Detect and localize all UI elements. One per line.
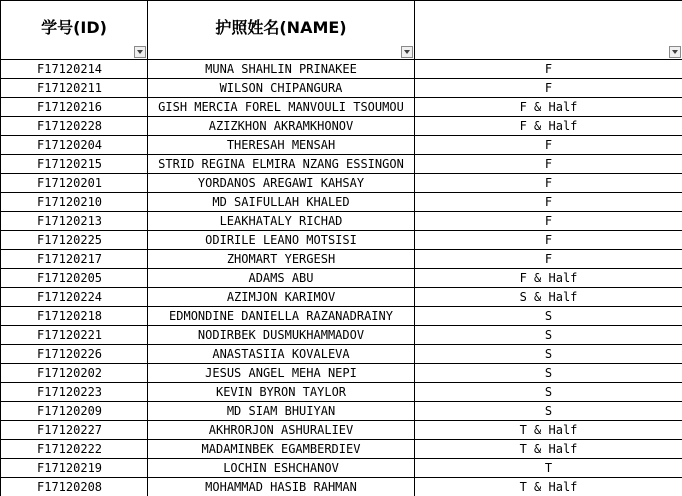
cell-passport-name[interactable] <box>148 136 415 155</box>
cell-passport-name[interactable] <box>148 193 415 212</box>
cell-passport-name-clip <box>148 193 414 211</box>
cell-passport-name-text: THERESAH MENSAH <box>226 138 336 152</box>
cell-passport-name-text: MD SAIFULLAH KHALED <box>212 195 350 209</box>
cell-passport-name-clip <box>148 174 414 192</box>
cell-passport-name-text: ADAMS ABU <box>248 271 314 285</box>
cell-grade[interactable]: T <box>415 459 682 478</box>
cell-grade[interactable]: F <box>415 174 682 193</box>
cell-passport-name-clip <box>148 440 414 458</box>
cell-passport-name[interactable] <box>148 269 415 288</box>
table-row[interactable] <box>1 212 682 231</box>
table-row[interactable] <box>1 402 682 421</box>
table-row[interactable] <box>1 193 682 212</box>
cell-grade[interactable]: F <box>415 231 682 250</box>
cell-passport-name-clip <box>148 364 414 382</box>
cell-student-id[interactable]: F17120223 <box>1 383 148 402</box>
column-header-name-label: 护照姓名(NAME) <box>215 17 347 37</box>
cell-student-id[interactable]: F17120217 <box>1 250 148 269</box>
cell-passport-name-clip <box>148 269 414 287</box>
cell-student-id[interactable]: F17120228 <box>1 117 148 136</box>
cell-passport-name[interactable] <box>148 231 415 250</box>
cell-passport-name-clip <box>148 383 414 401</box>
cell-passport-name-clip <box>148 98 414 116</box>
cell-passport-name-text: MD SIAM BHUIYAN <box>226 404 336 418</box>
header-row <box>1 1 682 60</box>
cell-student-id[interactable]: F17120204 <box>1 136 148 155</box>
cell-passport-name-text: MADAMINBEK EGAMBERDIEV <box>201 442 361 456</box>
table-row[interactable] <box>1 326 682 345</box>
cell-grade[interactable]: F & Half <box>415 269 682 288</box>
cell-grade[interactable]: F <box>415 136 682 155</box>
cell-passport-name-text: AZIMJON KARIMOV <box>226 290 336 304</box>
table-row[interactable] <box>1 269 682 288</box>
column-header-name[interactable] <box>148 1 415 60</box>
cell-grade[interactable]: F <box>415 79 682 98</box>
cell-passport-name[interactable] <box>148 326 415 345</box>
cell-grade[interactable]: S & Half <box>415 288 682 307</box>
cell-passport-name-clip <box>148 345 414 363</box>
cell-passport-name-text: LEAKHATALY RICHAD <box>219 214 343 228</box>
cell-passport-name[interactable] <box>148 364 415 383</box>
cell-passport-name[interactable] <box>148 288 415 307</box>
table-row[interactable] <box>1 307 682 326</box>
cell-passport-name-clip <box>148 307 414 325</box>
table-row[interactable] <box>1 421 682 440</box>
cell-student-id[interactable]: F17120226 <box>1 345 148 364</box>
cell-passport-name[interactable] <box>148 79 415 98</box>
cell-passport-name[interactable] <box>148 383 415 402</box>
cell-passport-name[interactable] <box>148 212 415 231</box>
cell-student-id[interactable]: F17120201 <box>1 174 148 193</box>
cell-passport-name-text: YORDANOS AREGAWI KAHSAY <box>197 176 365 190</box>
cell-grade[interactable]: S <box>415 307 682 326</box>
cell-passport-name[interactable] <box>148 155 415 174</box>
cell-grade[interactable]: F & Half <box>415 98 682 117</box>
column-header-grade[interactable] <box>415 1 682 60</box>
cell-passport-name-text: MUNA SHAHLIN PRINAKEE <box>205 62 357 76</box>
cell-passport-name-clip <box>148 326 414 344</box>
cell-passport-name[interactable] <box>148 440 415 459</box>
cell-student-id[interactable]: F17120215 <box>1 155 148 174</box>
cell-passport-name[interactable] <box>148 98 415 117</box>
cell-grade[interactable]: F & Half <box>415 117 682 136</box>
cell-passport-name-clip <box>148 459 414 477</box>
table-row[interactable] <box>1 79 682 98</box>
cell-student-id[interactable]: F17120219 <box>1 459 148 478</box>
cell-passport-name[interactable] <box>148 459 415 478</box>
cell-grade[interactable]: S <box>415 383 682 402</box>
table-row[interactable] <box>1 459 682 478</box>
table-row[interactable] <box>1 136 682 155</box>
table-row[interactable] <box>1 478 682 496</box>
cell-passport-name-clip <box>148 250 414 268</box>
table-row[interactable] <box>1 345 682 364</box>
cell-passport-name[interactable] <box>148 174 415 193</box>
cell-grade[interactable]: T & Half <box>415 440 682 459</box>
cell-passport-name-clip <box>148 421 414 439</box>
cell-grade[interactable]: F <box>415 250 682 269</box>
cell-passport-name-text: ZHOMART YERGESH <box>226 252 336 266</box>
cell-passport-name-text: NODIRBEK DUSMUKHAMMADOV <box>197 328 365 342</box>
table-row[interactable] <box>1 98 682 117</box>
cell-student-id[interactable]: F17120218 <box>1 307 148 326</box>
table-row[interactable] <box>1 250 682 269</box>
cell-student-id[interactable]: F17120216 <box>1 98 148 117</box>
cell-grade[interactable]: S <box>415 326 682 345</box>
cell-grade[interactable]: S <box>415 364 682 383</box>
cell-passport-name-clip <box>148 478 414 496</box>
cell-passport-name-text: EDMONDINE DANIELLA RAZANADRAINY <box>169 309 393 323</box>
column-header-id-label: 学号(ID) <box>41 17 107 37</box>
cell-passport-name-clip <box>148 79 414 97</box>
cell-passport-name-text: AKHRORJON ASHURALIEV <box>208 423 354 437</box>
cell-passport-name-clip <box>148 402 414 420</box>
cell-student-id[interactable]: F17120210 <box>1 193 148 212</box>
cell-passport-name-text: AZIZKHON AKRAMKHONOV <box>208 119 354 133</box>
cell-passport-name[interactable] <box>148 478 415 496</box>
cell-passport-name-clip <box>148 117 414 135</box>
cell-grade[interactable]: F <box>415 60 682 79</box>
cell-passport-name-clip <box>148 231 414 249</box>
table-row[interactable] <box>1 174 682 193</box>
cell-passport-name-text: ANASTASIIA KOVALEVA <box>212 347 350 361</box>
cell-passport-name-clip <box>148 155 414 173</box>
cell-passport-name-text: WILSON CHIPANGURA <box>219 81 343 95</box>
cell-passport-name[interactable] <box>148 345 415 364</box>
cell-passport-name-text: JESUS ANGEL MEHA NEPI <box>205 366 357 380</box>
table-row[interactable] <box>1 155 682 174</box>
cell-passport-name[interactable] <box>148 250 415 269</box>
cell-grade[interactable]: F <box>415 155 682 174</box>
table-row[interactable] <box>1 60 682 79</box>
table-row[interactable] <box>1 231 682 250</box>
cell-student-id[interactable]: F17120213 <box>1 212 148 231</box>
filter-dropdown-icon[interactable] <box>401 46 413 58</box>
cell-passport-name-clip <box>148 212 414 230</box>
cell-passport-name[interactable] <box>148 117 415 136</box>
cell-student-id[interactable]: F17120222 <box>1 440 148 459</box>
cell-passport-name-text: MOHAMMAD HASIB RAHMAN <box>205 480 357 494</box>
cell-passport-name[interactable] <box>148 421 415 440</box>
cell-student-id[interactable]: F17120202 <box>1 364 148 383</box>
table-row[interactable] <box>1 288 682 307</box>
cell-passport-name-text: ODIRILE LEANO MOTSISI <box>205 233 357 247</box>
cell-passport-name[interactable] <box>148 307 415 326</box>
cell-grade[interactable]: S <box>415 402 682 421</box>
cell-passport-name[interactable] <box>148 60 415 79</box>
table-row[interactable] <box>1 117 682 136</box>
cell-grade[interactable]: S <box>415 345 682 364</box>
cell-passport-name-text: KEVIN BYRON TAYLOR <box>215 385 347 399</box>
table-row[interactable] <box>1 440 682 459</box>
filter-dropdown-icon[interactable] <box>669 46 681 58</box>
cell-student-id[interactable]: F17120214 <box>1 60 148 79</box>
cell-passport-name-clip <box>148 288 414 306</box>
cell-student-id[interactable]: F17120208 <box>1 478 148 496</box>
cell-student-id[interactable]: F17120205 <box>1 269 148 288</box>
cell-passport-name-clip <box>148 60 414 78</box>
column-header-id[interactable] <box>1 1 148 60</box>
table-row[interactable] <box>1 383 682 402</box>
cell-student-id[interactable]: F17120209 <box>1 402 148 421</box>
cell-student-id[interactable]: F17120211 <box>1 79 148 98</box>
cell-passport-name-text: LOCHIN ESHCHANOV <box>223 461 339 475</box>
cell-student-id[interactable]: F17120224 <box>1 288 148 307</box>
cell-grade[interactable]: T & Half <box>415 421 682 440</box>
cell-grade[interactable]: F <box>415 193 682 212</box>
cell-grade[interactable]: F <box>415 212 682 231</box>
cell-passport-name-clip <box>148 136 414 154</box>
cell-student-id[interactable]: F17120225 <box>1 231 148 250</box>
cell-grade[interactable]: T & Half <box>415 478 682 496</box>
cell-passport-name-text: STRID REGINA ELMIRA NZANG ESSINGON <box>158 157 404 171</box>
cell-passport-name[interactable] <box>148 402 415 421</box>
table-row[interactable] <box>1 364 682 383</box>
cell-passport-name-text: GISH MERCIA FOREL MANVOULI TSOUMOU <box>158 100 404 114</box>
filter-dropdown-icon[interactable] <box>134 46 146 58</box>
cell-student-id[interactable]: F17120227 <box>1 421 148 440</box>
cell-student-id[interactable]: F17120221 <box>1 326 148 345</box>
